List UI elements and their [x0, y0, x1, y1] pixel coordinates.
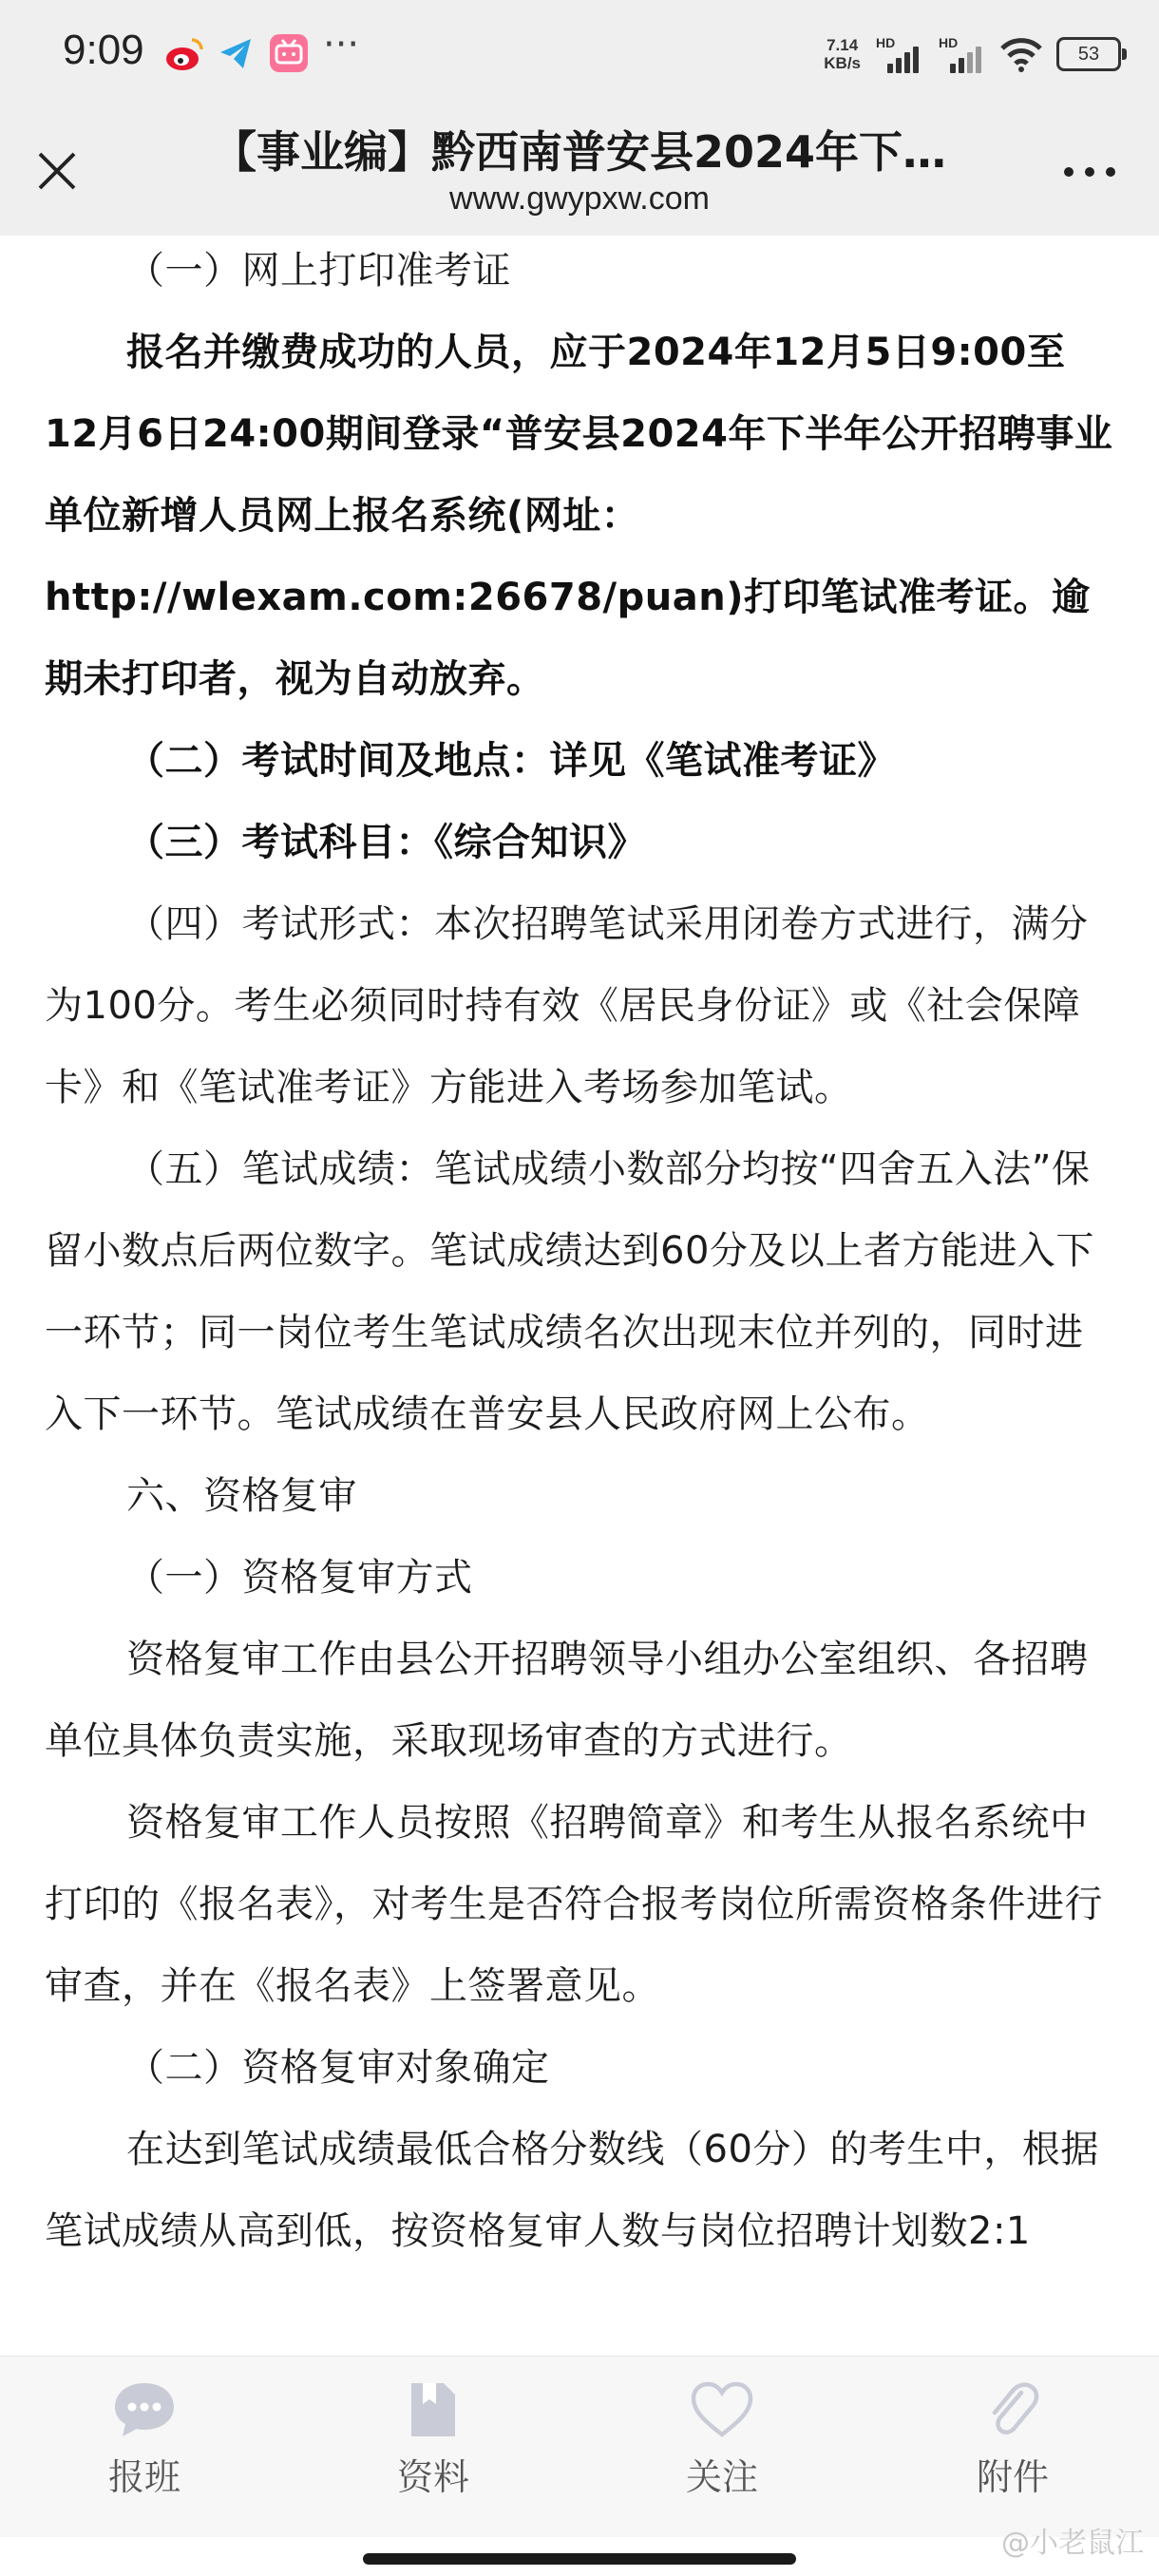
status-bar — [0, 0, 1159, 106]
article-paragraph: 报名并缴费成功的人员，应于2024年12月5日9:00至12月6日24:00期间登录“普安县2024年下半年公开招聘事业单位新增人员网上报名系统(网址：http://wlexam.com:26678/puan)打印笔试准考证。逾期未打印者，视为自动放弃。 — [45, 331, 1113, 701]
article-paragraph: （二）考试时间及地点：详见《笔试准考证》 — [126, 739, 896, 783]
battery-icon: 53 — [1056, 37, 1121, 71]
page-title: 【事业编】黔西南普安县2024年下… — [212, 126, 947, 178]
nav-item-label: 附件 — [976, 2456, 1049, 2498]
bilibili-icon — [270, 34, 308, 72]
nav-item-label: 报班 — [107, 2456, 180, 2498]
nav-item-enroll[interactable] — [49, 2379, 239, 2500]
close-icon — [27, 141, 87, 201]
article-paragraph: （三）考试科目：《综合知识》 — [126, 821, 646, 864]
bottom-navigation — [0, 2356, 1159, 2537]
nav-item-label: 资料 — [396, 2456, 469, 2498]
browser-title-bar — [0, 106, 1159, 236]
network-speed-unit: KB/s — [824, 54, 861, 72]
article-paragraph: （一）网上打印准考证 — [126, 249, 511, 293]
nav-item-label: 关注 — [685, 2456, 758, 2498]
home-indicator[interactable] — [363, 2553, 796, 2565]
article-paragraph: （五）笔试成绩：笔试成绩小数部分均按“四舍五入法”保留小数点后两位数字。笔试成绩达到60分及以上者方能进入下一环节；同一岗位考生笔试成绩名次出现末位并列的，同时进入下一环节。笔试成绩在普安县人民政府网上公布。 — [45, 1147, 1094, 1436]
article-content — [45, 236, 1118, 2356]
nav-item-follow[interactable] — [627, 2379, 817, 2500]
more-notifications-icon: ··· — [323, 23, 360, 66]
more-options-button[interactable] — [1056, 156, 1123, 188]
watermark: @小老鼠江 — [1001, 2527, 1144, 2560]
close-button[interactable] — [27, 141, 87, 201]
telegram-icon — [217, 34, 255, 72]
subsection-heading: （一）资格复审方式 — [126, 1556, 473, 1600]
more-dot-icon — [1064, 167, 1074, 177]
heart-icon — [689, 2379, 755, 2440]
more-dot-icon — [1085, 167, 1094, 177]
signal-icon — [874, 35, 923, 73]
article-paragraph: （四）考试形式：本次招聘笔试采用闭卷方式进行，满分为100分。考生必须同时持有效《居民身份证》或《社会保障卡》和《笔试准考证》方能进入考场参加笔试。 — [45, 902, 1089, 1109]
section-heading: 六、资格复审 — [126, 1474, 357, 1518]
wifi-icon — [999, 35, 1043, 73]
signal-hd-label: HD — [939, 35, 959, 50]
status-indicators — [824, 30, 1121, 78]
network-speed — [824, 36, 861, 72]
subsection-heading: （二）资格复审对象确定 — [126, 2046, 550, 2090]
paperclip-icon — [979, 2379, 1046, 2440]
signal-hd-label: HD — [876, 35, 896, 50]
article-paragraph: 资格复审工作由县公开招聘领导小组办公室组织、各招聘单位具体负责实施，采取现场审查的方式进行。 — [45, 1638, 1089, 1763]
document-icon — [400, 2379, 466, 2440]
signal-icon — [937, 35, 986, 73]
chat-bubble-icon — [111, 2379, 178, 2440]
article-paragraph: 在达到笔试成绩最低合格分数线（60分）的考生中，根据笔试成绩从高到低，按资格复审人数与岗位招聘计划数2:1 — [45, 2128, 1099, 2253]
status-time: 9:09 — [63, 27, 144, 73]
weibo-icon — [163, 34, 201, 72]
nav-item-attachments[interactable] — [918, 2379, 1108, 2500]
page-url: www.gwypxw.com — [449, 180, 710, 217]
more-dot-icon — [1106, 167, 1115, 177]
network-speed-value: 7.14 — [826, 36, 859, 54]
nav-item-materials[interactable] — [338, 2379, 528, 2500]
article-paragraph: 资格复审工作人员按照《招聘简章》和考生从报名系统中打印的《报名表》，对考生是否符合报考岗位所需资格条件进行审查，并在《报名表》上签署意见。 — [45, 1801, 1103, 2008]
